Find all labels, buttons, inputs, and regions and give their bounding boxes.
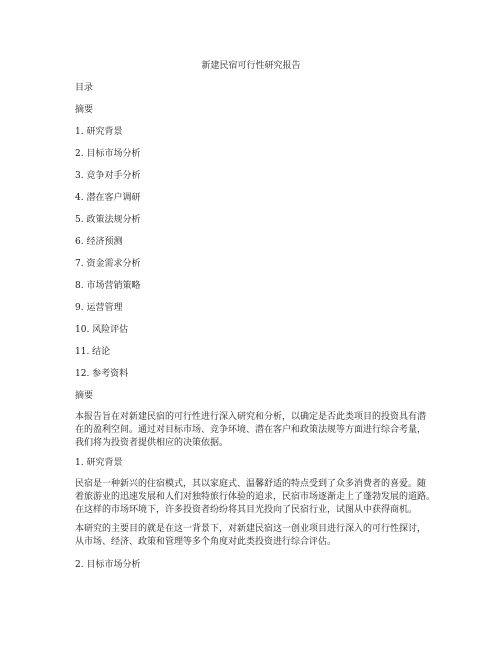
toc-item-9: 9. 运营管理 [75,303,123,313]
section-2-heading: 2. 目标市场分析 [75,560,141,570]
toc-item-10: 10. 风险评估 [75,325,129,335]
abstract-paragraph [75,411,437,450]
toc-item-6: 6. 经济预测 [75,237,123,247]
section-1-paragraph-2 [75,523,437,549]
paragraph-line: 从市场、经济、政策和管理等多个角度对此类投资进行综合评估。 [75,537,337,547]
toc-item-5: 5. 政策法规分析 [75,215,141,225]
paragraph-line: 着旅游业的迅速发展和人们对独特旅行体验的追求，民宿市场逐渐走上了蓬勃发展的道路。 [75,492,436,502]
toc-item-12: 12. 参考资料 [75,369,129,379]
section-1-paragraph-1 [75,478,437,517]
toc-item-11: 11. 结论 [75,347,111,357]
abstract-heading: 摘要 [75,391,94,401]
toc-item-7: 7. 资金需求分析 [75,259,141,269]
toc-item-abstract: 摘要 [75,105,94,115]
toc-item-3: 3. 竞争对手分析 [75,171,141,181]
abstract-line: 我们将为投资者提供相应的决策依据。 [75,438,229,448]
toc-item-4: 4. 潜在客户调研 [75,193,141,203]
toc-item-1: 1. 研究背景 [75,127,123,137]
paragraph-line: 本研究的主要目的就是在这一背景下，对新建民宿这一创业项目进行深入的可行性探讨， [75,524,427,534]
abstract-line: 在的盈利空间。通过对目标市场、竞争环境、潜在客户和政策法规等方面进行综合考量， [75,425,427,435]
toc-heading: 目录 [75,83,94,93]
paragraph-line: 在这样的市场环境下，许多投资者纷纷将其目光投向了民宿行业，试图从中获得商机。 [75,505,418,515]
paragraph-line: 民宿是一种新兴的住宿模式，其以家庭式、温馨舒适的特点受到了众多消费者的喜爱。随 [75,479,427,489]
abstract-line: 本报告旨在对新建民宿的可行性进行深入研究和分析，以确定是否此类项目的投资具有潜 [75,412,427,422]
section-1-heading: 1. 研究背景 [75,458,123,468]
document-title: 新建民宿可行性研究报告 [201,61,301,71]
toc-item-2: 2. 目标市场分析 [75,149,141,159]
toc-item-8: 8. 市场营销策略 [75,281,141,291]
